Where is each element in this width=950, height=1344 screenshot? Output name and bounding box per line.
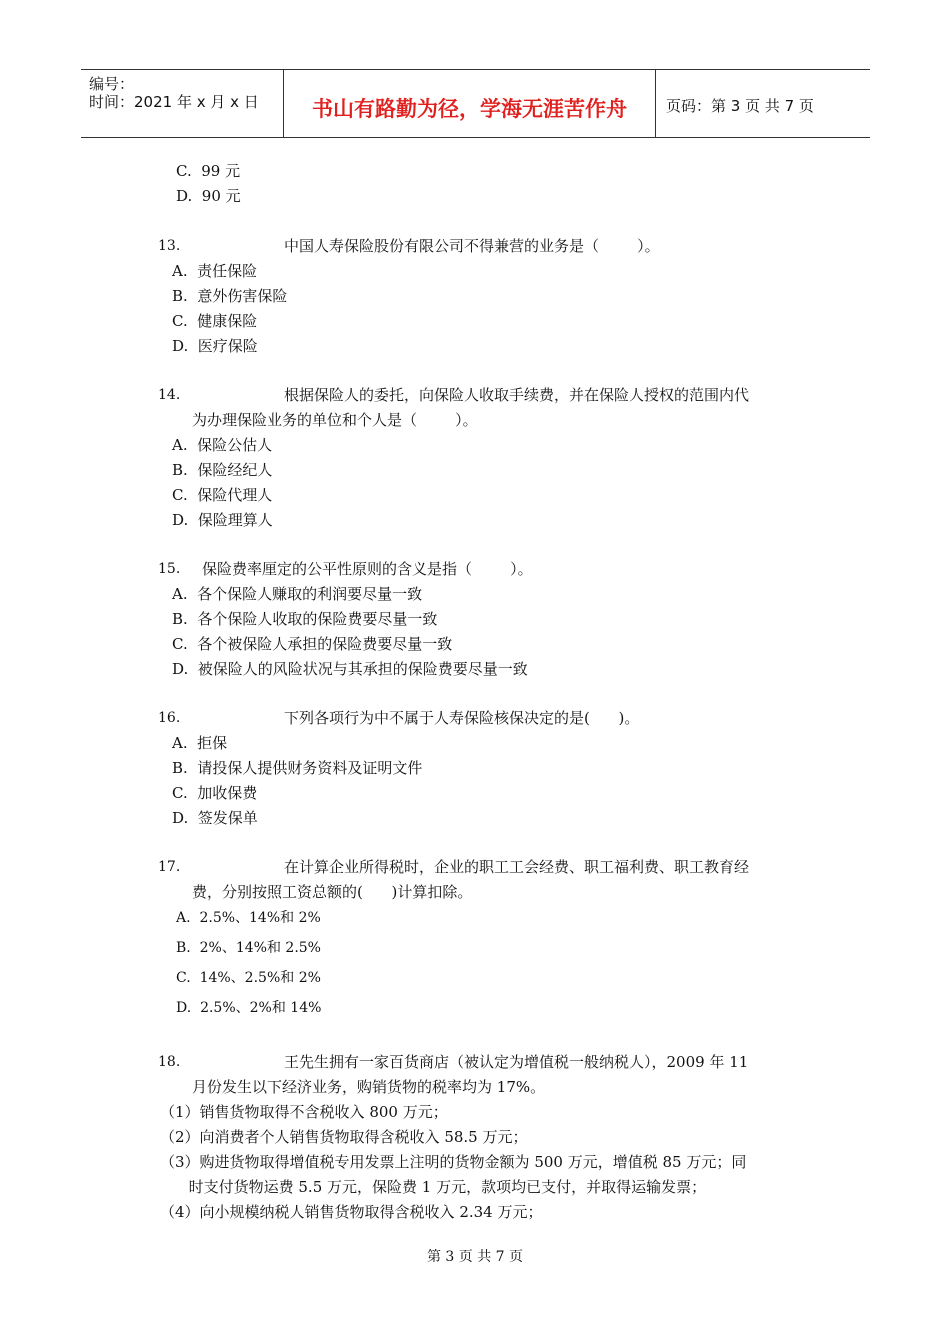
q18-item-3: （3）购进货物取得增值税专用发票上注明的货物金额为 500 万元，增值税 85 万元；同 (160, 1153, 747, 1171)
q17-option-b: B. 2%、14%和 2.5% (176, 940, 321, 956)
q18-item-4: （4）向小规模纳税人销售货物取得含税收入 2.34 万元； (160, 1203, 543, 1221)
q13-option-b: B. 意外伤害保险 (172, 287, 288, 305)
q15-number: 15. (158, 561, 181, 577)
q14-option-b: B. 保险经纪人 (172, 461, 273, 479)
q14-option-d: D. 保险理算人 (172, 511, 273, 529)
header-motto: 书山有路勤为径，学海无涯苦作舟 (312, 97, 627, 121)
q18-item-2: （2）向消费者个人销售货物取得含税收入 58.5 万元； (160, 1128, 528, 1146)
q13-option-c: C. 健康保险 (172, 312, 258, 330)
q13-number: 13. (158, 238, 181, 254)
q13-stem: 中国人寿保险股份有限公司不得兼营的业务是（ ）。 (284, 237, 660, 255)
q16-option-b: B. 请投保人提供财务资料及证明文件 (172, 759, 423, 777)
q14-option-c: C. 保险代理人 (172, 486, 273, 504)
q12-option-c: C. 99 元 (176, 162, 241, 180)
document-date-label: 时间：2021 年 x 月 x 日 (89, 93, 259, 111)
q14-stem-line2: 为办理保险业务的单位和个人是（ ）。 (192, 411, 478, 429)
q15-option-c: C. 各个被保险人承担的保险费要尽量一致 (172, 635, 453, 653)
header-motto-cell (284, 70, 656, 137)
q17-option-c: C. 14%、2.5%和 2% (176, 970, 321, 986)
q17-option-a: A. 2.5%、14%和 2% (176, 910, 321, 926)
q16-option-c: C. 加收保费 (172, 784, 258, 802)
q15-option-b: B. 各个保险人收取的保险费要尽量一致 (172, 610, 438, 628)
header-page-cell (656, 70, 870, 137)
q17-stem-line1: 在计算企业所得税时，企业的职工工会经费、职工福利费、职工教育经 (284, 858, 750, 876)
q12-option-d: D. 90 元 (176, 187, 241, 205)
q17-number: 17. (158, 859, 181, 875)
q17-option-d: D. 2.5%、2%和 14% (176, 1000, 322, 1016)
q13-option-d: D. 医疗保险 (172, 337, 258, 355)
q14-number: 14. (158, 387, 181, 403)
q16-option-a: A. 拒保 (172, 734, 228, 752)
q18-number: 18. (158, 1054, 181, 1070)
header-page-number: 页码：第 3 页 共 7 页 (666, 97, 814, 115)
header-meta-cell (81, 70, 284, 137)
q14-option-a: A. 保险公估人 (172, 436, 273, 454)
q14-stem-line1: 根据保险人的委托，向保险人收取手续费，并在保险人授权的范围内代 (284, 386, 750, 404)
q15-stem: 保险费率厘定的公平性原则的含义是指（ ）。 (202, 560, 533, 578)
q15-option-d: D. 被保险人的风险状况与其承担的保险费要尽量一致 (172, 660, 528, 678)
q18-item-3-cont: 时支付货物运费 5.5 万元，保险费 1 万元，款项均已支付，并取得运输发票； (160, 1178, 707, 1196)
q17-stem-line2: 费，分别按照工资总额的( )计算扣除。 (192, 883, 473, 901)
page-footer: 第 3 页 共 7 页 (426, 1249, 524, 1265)
q13-option-a: A. 责任保险 (172, 262, 258, 280)
page-header (81, 69, 870, 138)
q16-stem: 下列各项行为中不属于人寿保险核保决定的是( )。 (284, 709, 640, 727)
q18-stem-line2: 月份发生以下经济业务，购销货物的税率均为 17%。 (192, 1078, 546, 1096)
document-number-label: 编号： (89, 75, 135, 93)
q18-item-1: （1）销售货物取得不含税收入 800 万元； (160, 1103, 448, 1121)
q16-number: 16. (158, 710, 181, 726)
q16-option-d: D. 签发保单 (172, 809, 258, 827)
q18-stem-line1: 王先生拥有一家百货商店（被认定为增值税一般纳税人），2009 年 11 (284, 1053, 749, 1071)
q15-option-a: A. 各个保险人赚取的利润要尽量一致 (172, 585, 423, 603)
